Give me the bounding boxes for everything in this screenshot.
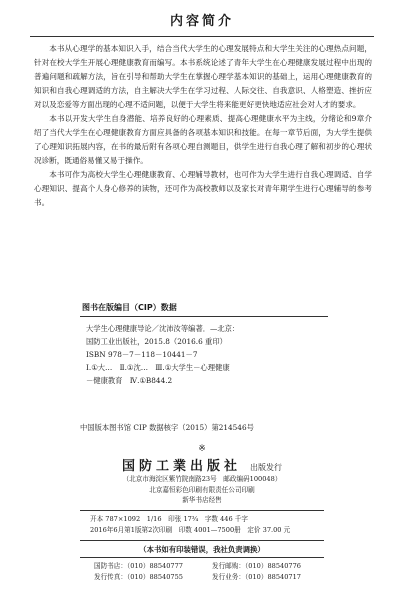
title-divider <box>30 36 374 37</box>
notice-divider <box>80 557 324 558</box>
cip-heading: 图书在版编目（CIP）数据 <box>82 303 177 312</box>
publisher-suffix: 出版发行 <box>250 463 283 472</box>
print-specs <box>90 514 320 536</box>
intro-section <box>34 42 372 210</box>
cip-body <box>86 322 326 387</box>
star-separator: ※ <box>198 444 206 454</box>
intro-paragraph-3: 本书可作为高校大学生心理健康教育、心理辅导教材，也可作为大学生进行自我心理调适、自学心理知识、提高个人身心修养的读物，还可作为高校教师以及家长对青年期学生进行心理辅导的参考书。 <box>34 170 372 207</box>
phone-bookstore: 国防书店：（010）88540777 <box>94 562 184 570</box>
phone-row <box>94 572 324 583</box>
phone-fax: 发行传真：（010）88540755 <box>94 572 184 581</box>
spec-divider-bottom <box>80 540 324 541</box>
phone-mail-order: 发行邮购：（010）88540776 <box>212 562 302 570</box>
cip-line-3: ISBN 978－7－118－10441－7 <box>86 350 198 359</box>
printer-name: 北京嘉恒彩色印刷有限责任公司印刷 <box>149 485 255 494</box>
intro-paragraph-2: 本书以开发大学生自身潜能、培养良好的心理素质、提高心理健康水平为主线，分绪论和9章介绍了当代大学生在心理健康教育方面应具备的各项基本知识和技能。在每一章节后面，为大学生提供了心理知识拓展内容，在书的最后附有各项心理自测题目，供学生进行自我心理了解和初步的心理状况诊断，既通俗易懂又易于操作。 <box>34 114 372 165</box>
publisher-header <box>0 455 404 474</box>
misprint-notice: （本书如有印装错误，我社负责调换） <box>139 545 265 554</box>
publisher-address: （北京市海淀区紫竹院南路23号 邮政编码100048） <box>122 475 282 483</box>
page-title: 内容简介 <box>169 14 234 29</box>
phone-row <box>94 561 324 572</box>
spec-line-1: 开本 787×1092 1/16 印张 17¾ 字数 446 千字 <box>90 515 248 523</box>
intro-paragraph-1: 本书从心理学的基本知识入手，结合当代大学生的心理发展特点和大学生关注的心理热点问题，针对在校大学生开展心理健康教育而编写。本书系统论述了青年大学生在心理健康发展过程中出现的普遍问题和疏解方法，旨在引导和帮助大学生在掌握心理学基本知识的基础上，运用心理健康教育的知识和自我心理调适的方法，自主解决大学生在学习过程、人际交往、自我意识、人格塑造、挫折应对以及恋爱等方面出现的心理不适问题，以便于大学生将来能更好更快地适应社会对人才的要求。 <box>34 44 372 109</box>
contact-phones <box>94 561 324 582</box>
distributor: 新华书店经售 <box>182 496 222 504</box>
cip-divider <box>80 316 328 317</box>
cip-number: 中国版本图书馆 CIP 数据核字（2015）第214546号 <box>80 423 254 432</box>
spec-line-2: 2016年6月第1版第2次印刷 印数 4001—7500册 定价 37.00 元 <box>90 526 291 534</box>
publisher-info <box>0 474 404 506</box>
cip-line-1: 大学生心理健康导论／沈沛汝等编著．—北京： <box>86 324 240 333</box>
spec-divider-top <box>80 510 324 511</box>
phone-business: 发行业务：（010）88540717 <box>212 572 302 581</box>
cip-line-2: 国防工业出版社，2015.8（2016.6 重印） <box>86 337 227 346</box>
cip-line-5: －健康教育 Ⅳ.①B844.2 <box>86 376 173 385</box>
publisher-logo: 国防工業出版社 <box>121 459 241 474</box>
cip-line-4: Ⅰ.①大… Ⅱ.①沈… Ⅲ.①大学生－心理健康 <box>86 363 230 372</box>
